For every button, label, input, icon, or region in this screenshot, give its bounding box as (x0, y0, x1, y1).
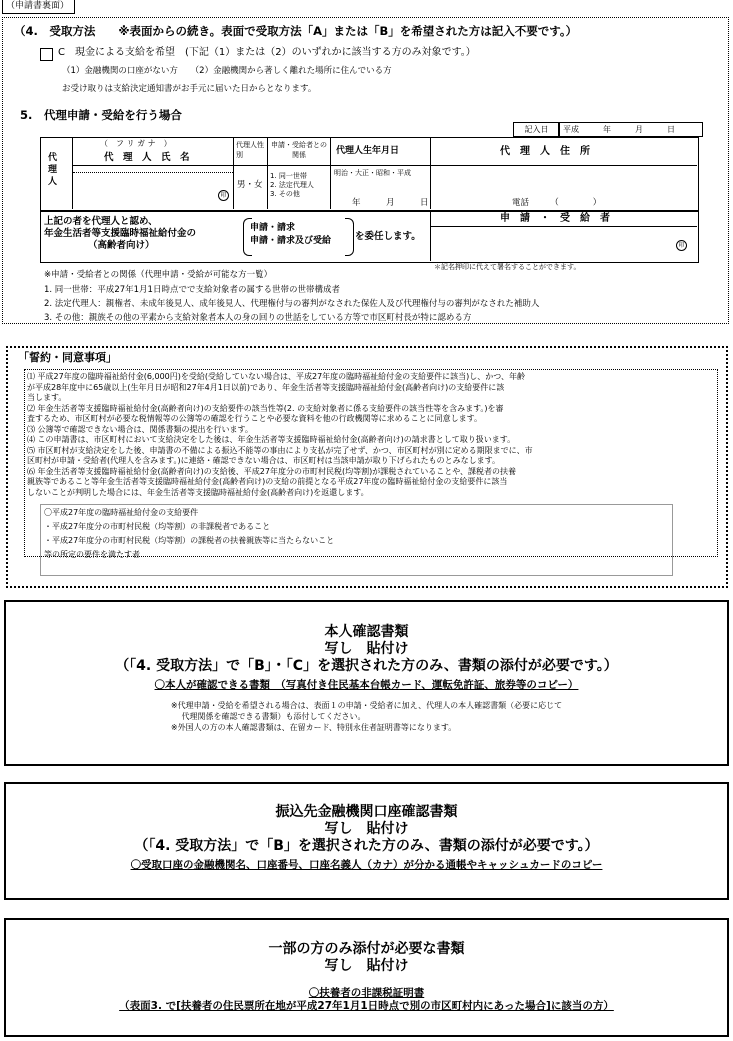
bank-doc-cond: （「4. 受取方法」で「B」を選択された方のみ、書類の添付が必要です。） (134, 838, 599, 854)
relation-option-1: 1. 同一世帯 (270, 172, 307, 180)
delegation-line3: （高齢者向け） (88, 240, 155, 251)
id-doc-sub: 写し 貼付け (324, 641, 409, 657)
delegation-line2: 年金生活者等支援臨時福祉給付金の (44, 228, 197, 239)
furigana-header: （ フ リ ガ ナ ） (100, 139, 172, 148)
tel-field[interactable]: 電話 （ ） (512, 198, 602, 208)
id-document-attach-area[interactable] (4, 600, 729, 766)
delegation-line1: 上記の者を代理人と認め、 (44, 216, 158, 227)
pledge-title: 「誓約・同意事項」 (18, 351, 117, 364)
pledge-line: ⑸ 市区町村が支給決定をした後、申請書の不備による振込不能等の事由により支払が完了せず、かつ、市区町村が別に定める期限までに、市 (27, 445, 533, 455)
entry-date-label: 記入日 (513, 122, 560, 137)
delegation-options[interactable] (250, 222, 331, 248)
id-doc-examples: 〇本人が確認できる書類 （写真付き住民基本台帳カード、運転免許証、旅券等のコピー） (154, 679, 579, 691)
relation-option-3: 3. その他 (270, 190, 300, 198)
pledge-line: しないことが判明した場合には、年金生活者等支援臨時福祉給付金(高齢者向け)を返還します。 (27, 487, 369, 497)
agent-side-label: 代 理 人 (48, 153, 58, 187)
bank-doc-title: 振込先金融機関口座確認書類 (275, 804, 458, 820)
birth-ymd[interactable]: 年 月 日 (352, 198, 429, 208)
pledge-line: 区町村が申請・受給者(代理人を含みます。)に連絡・確認できない場合は、市区町村は当該申請が取り下げられたものとみなします。 (27, 456, 500, 465)
pledge-line: ⑶ 公簿等で確認できない場合は、関係書類の提出を行います。 (27, 424, 253, 434)
pledge-line: 査するため、市区町村が必要な税情報等の公簿等の確認を行うことや必要な資料を他の行政機関等に求めることに同意します。 (27, 414, 483, 423)
id-doc-cond: （「4. 受取方法」で「B」・「C」を選択された方のみ、書類の添付が必要です。） (115, 658, 618, 674)
pledge-line: 親族等であること等年金生活者等支援臨時福祉給付金(高齢者向け)の支給の前提となる平成27年度の臨時福祉給付金の支給要件に該当 (27, 477, 508, 486)
agent-name-header: 代 理 人 氏 名 (104, 152, 190, 163)
pledge-line: 当します。 (27, 393, 67, 402)
pledge-items (27, 372, 533, 498)
birth-header: 代理人生年月日 (336, 146, 400, 156)
delegation-text (44, 216, 196, 252)
bank-document-attach-area[interactable] (4, 782, 729, 900)
id-doc-title: 本人確認書類 (324, 624, 409, 640)
applicant-header: 申 請 ・ 受 給 者 (500, 213, 610, 224)
section5-title: 5. 代理申請・受給を行う場合 (20, 108, 182, 122)
id-doc-note: 代理関係を確認できる書類）も添付してください。 (170, 712, 366, 722)
pledge-line: ⑷ この申請書は、市区町村において支給決定をした後は、年金生活者等支援臨時福祉給付金(高齢者向け)の請求書として取り扱います。 (27, 435, 516, 444)
relation-header: 申請・受給者との関係 (271, 141, 327, 159)
relation-options[interactable] (270, 172, 314, 199)
pledge-line: ⑵ 年金生活者等支援臨時福祉給付金(高齢者向け)の支給要件の該当性等(2. の支給対象者に係る支給要件の該当性等を含みます。)を審 (27, 403, 504, 413)
relation-note-3: 3. その他：親族その他の平素から支給対象者本人の身の回りの世話をしている方等で市区町村長が特に認める方 (44, 313, 472, 323)
entry-date-field[interactable]: 平成 年 月 日 (558, 122, 703, 137)
agent-seal-mark (218, 190, 229, 201)
agent-gender-header: 代理人性別 (236, 141, 264, 159)
relation-note-title: ※申請・受給者との関係（代理申請・受給が可能な方一覧） (44, 270, 273, 280)
partial-doc-condition: （表面3. で[扶養者の住民票所在地が平成27年1月1日時点で別の市区町村内にあった場合]に該当の方） (119, 1000, 614, 1013)
partial-doc-item: 〇扶養者の非課税証明書 (308, 987, 425, 999)
pledge-line: ⑴ 平成27年度の臨時福祉給付金(6,000円)を受給(受給していない場合は、平成27年度の臨時福祉給付金の支給要件に該当)し、かつ、年齢 (27, 372, 525, 381)
pledge-line: ⑹ 年金生活者等支援臨時福祉給付金(高齢者向け)の支給後、平成27年度分の市町村民税(均等割)が課税されていることや、課税者の扶養 (27, 466, 517, 476)
bank-doc-sub: 写し 貼付け (324, 821, 409, 837)
delegation-option-1[interactable]: 申請・請求 (250, 223, 296, 233)
relation-option-2: 2. 法定代理人 (270, 181, 314, 189)
delegation-option-2[interactable]: 申請・請求及び受給 (250, 236, 332, 246)
agent-name-field[interactable] (74, 173, 232, 208)
eligibility-line: ・平成27年度分の市町村民税（均等割）の非課税者であること (44, 522, 271, 531)
option-c-checkbox[interactable] (40, 48, 53, 61)
reverse-side-tag: （申請書裏面） (2, 0, 75, 14)
seal-icon: 印 (676, 240, 687, 251)
seal-note: ＊記名押印に代えて署名することができます。 (434, 263, 581, 271)
option-c-reasons: （1）金融機関の口座がない方 （2）金融機関から著しく離れた場所に住んでいる方 (62, 66, 392, 76)
relation-note-1: 1. 同一世帯：平成27年1月1日時点でで支給対象者の属する世帯の世帯構成者 (44, 285, 340, 295)
seal-icon: 印 (218, 190, 229, 201)
id-doc-note: ※代理申請・受給を希望される場合は、表面１の申請・受給者に加え、代理人の本人確認書類（必要に応じて (170, 701, 563, 711)
section4-title: （4. 受取方法 ※表面からの続き。表面で受取方法「A」または「B」を希望された方は記入不要です。） (14, 24, 578, 38)
relation-note-2: 2. 法定代理人：親権者、未成年後見人、成年後見人、代理権付与の審判がなされた保佐人及び代理権付与の審判がなされた補助人 (44, 299, 540, 309)
applicant-name-field[interactable] (432, 228, 672, 259)
address-header: 代 理 人 住 所 (500, 146, 590, 157)
id-doc-notes (171, 700, 562, 733)
pledge-line: が平成28年度中に65歳以上(生年月日が昭和27年4月1日以前)であり、年金生活者等支援臨時福祉給付金(高齢者向け)の支給要件に該 (27, 382, 505, 392)
partial-document-attach-area[interactable] (4, 918, 729, 1037)
partial-doc-title: 一部の方のみ添付が必要な書類 (268, 941, 465, 957)
eligibility-line: ・平成27年度分の市町村民税（均等割）の課税者の扶養親族等に当たらないこと (44, 536, 335, 545)
option-c-label: C 現金による支給を希望 (下記（1）または（2）のいずれかに該当する方のみ対象です。） (58, 47, 476, 58)
relation-notes (44, 283, 539, 325)
applicant-seal-mark (676, 240, 687, 251)
eligibility-line: 〇平成27年度の臨時福祉給付金の支給要件 (44, 508, 199, 517)
bank-doc-examples: 〇受取口座の金融機関名、口座番号、口座名義人（カナ）が分かる通帳やキャッシュカードのコピー (130, 859, 603, 871)
gender-options[interactable]: 男・女 (237, 180, 263, 190)
id-doc-note: ※外国人の方の本人確認書類は、在留カード、特別永住者証明書等になります。 (170, 723, 457, 733)
delegation-tail: を委任します。 (355, 231, 421, 242)
option-c-note: お受け取りは支給決定通知書がお手元に届いた日からとなります。 (62, 84, 317, 94)
partial-doc-sub: 写し 貼付け (324, 958, 409, 974)
era-options[interactable]: 明治・大正・昭和・平成 (334, 169, 411, 177)
eligibility-lines (44, 506, 334, 562)
eligibility-line: 等の所定の要件を満たす者 (44, 550, 140, 559)
